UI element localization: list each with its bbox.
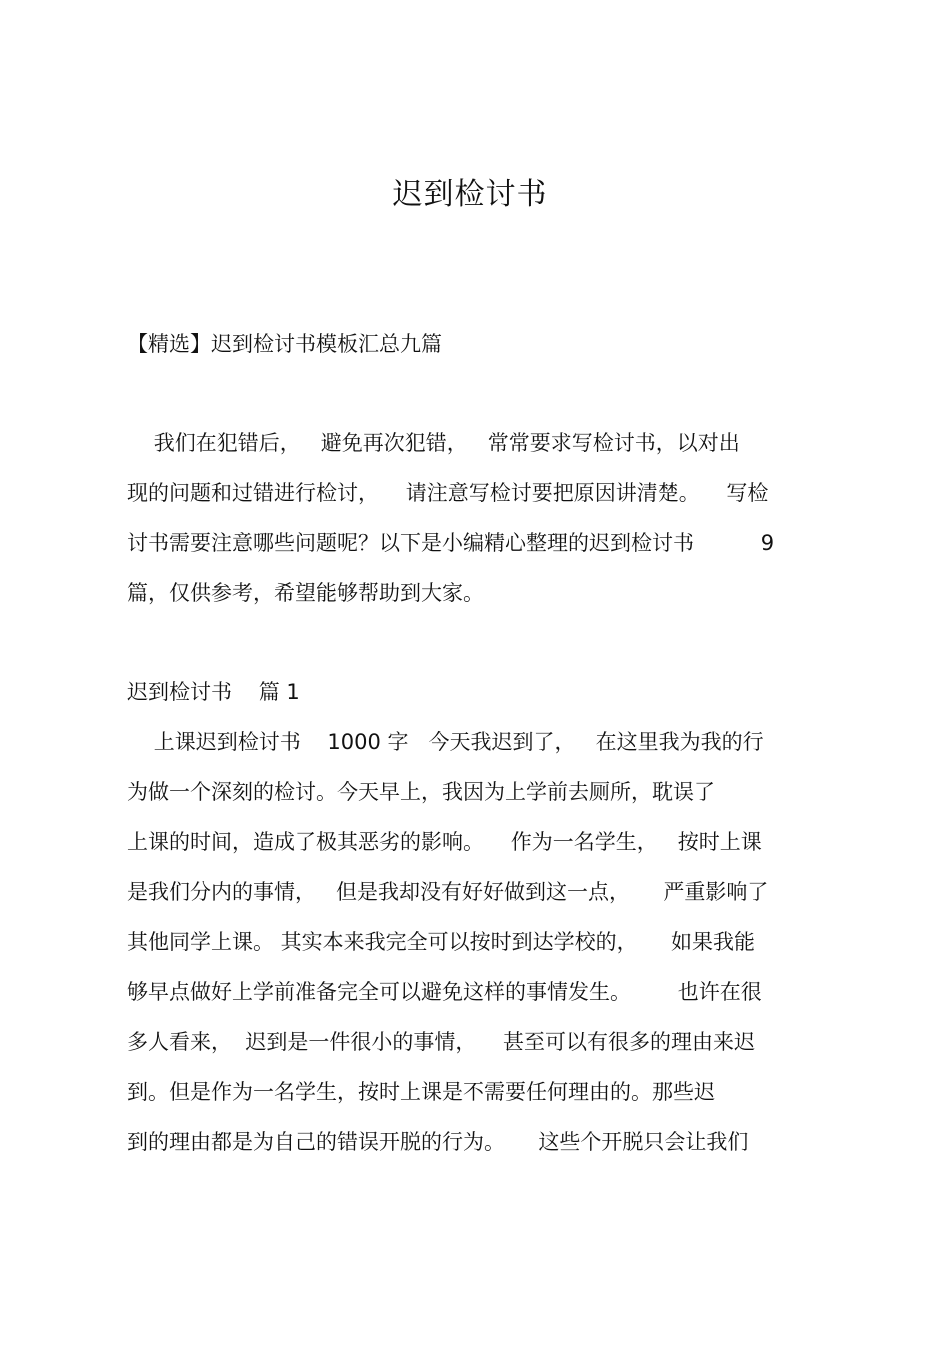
body-line: 是我们分内的事情， 但是我却没有好好做到这一点， 严重影响了	[127, 880, 769, 904]
document-subtitle: 【精选】迟到检讨书模板汇总九篇	[127, 332, 442, 356]
intro-line: 现的问题和过错进行检讨， 请注意写检讨要把原因讲清楚。 写检	[127, 481, 769, 505]
section-heading: 迟到检讨书 篇 1	[127, 680, 300, 704]
body-line: 够早点做好上学前准备完全可以避免这样的事情发生。 也许在很	[127, 980, 762, 1004]
document-title: 迟到检讨书	[392, 177, 548, 212]
intro-line: 我们在犯错后， 避免再次犯错， 常常要求写检讨书，以对出	[127, 431, 740, 455]
body-line: 到。但是作为一名学生，按时上课是不需要任何理由的。那些迟	[127, 1080, 715, 1104]
intro-line: 讨书需要注意哪些问题呢？以下是小编精心整理的迟到检讨书 9	[127, 531, 775, 555]
body-line: 为做一个深刻的检讨。今天早上，我因为上学前去厕所，耽误了	[127, 780, 715, 804]
body-line: 上课的时间，造成了极其恶劣的影响。 作为一名学生， 按时上课	[127, 830, 762, 854]
body-line: 其他同学上课。 其实本来我完全可以按时到达学校的， 如果我能	[127, 930, 756, 954]
body-line: 到的理由都是为自己的错误开脱的行为。 这些个开脱只会让我们	[127, 1130, 749, 1154]
body-line: 上课迟到检讨书 1000 字 今天我迟到了， 在这里我为我的行	[127, 730, 764, 754]
intro-line: 篇，仅供参考，希望能够帮助到大家。	[127, 581, 484, 605]
body-line: 多人看来， 迟到是一件很小的事情， 甚至可以有很多的理由来迟	[127, 1030, 756, 1054]
